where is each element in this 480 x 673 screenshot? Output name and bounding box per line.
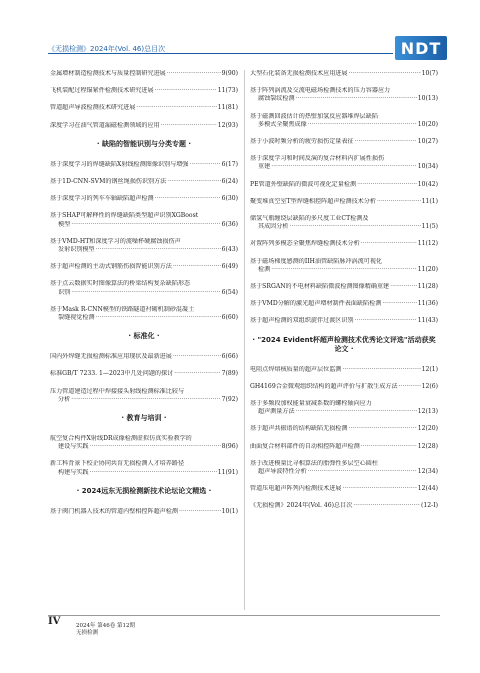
toc-entry-line: [250, 383, 438, 391]
toc-entry-title: 基于点云数据实时图像算法的桥梁结构复杂缺陷形态: [50, 280, 191, 288]
toc-entry-line: [250, 400, 438, 408]
toc-entry-line: [50, 104, 238, 112]
toc-entry-title: 基于深度学习的列车车轴缺陷超声检测: [50, 195, 154, 203]
toc-entry-page: 9(90): [221, 70, 238, 77]
toc-entry[interactable]: [250, 215, 438, 231]
toc-entry-page: 6(54): [221, 288, 238, 296]
toc-entry[interactable]: [250, 317, 438, 325]
leader-dots: [296, 95, 417, 103]
toc-entry[interactable]: [250, 283, 438, 291]
section-heading: · 缺陷的智能识别与分类专题 ·: [96, 139, 192, 148]
toc-entry[interactable]: [250, 181, 438, 189]
toc-entry[interactable]: [250, 198, 438, 206]
toc-entry-page: 12(13): [417, 408, 438, 416]
toc-entry-page: 7(92): [221, 395, 238, 403]
toc-entry-title: 识别: [58, 288, 71, 296]
toc-entry-page: (12-I): [421, 502, 438, 510]
toc-entry[interactable]: [50, 508, 238, 516]
toc-entry[interactable]: [250, 366, 438, 374]
toc-entry-title: 基于SRGAN的不电材料缺陷微波检测图像精确重建: [250, 283, 390, 291]
leader-dots: [355, 138, 417, 146]
toc-entry-title: 基于超声检测的双组织旋伴过渡区识别: [250, 317, 354, 325]
toc-entry-line: [250, 70, 438, 78]
toc-entry[interactable]: [50, 87, 238, 95]
toc-entry-title: 裂缝视觉检测: [58, 314, 95, 322]
toc-entry-line: [50, 443, 238, 451]
leader-dots: [342, 366, 420, 374]
toc-entry-title: 基于深度学习的焊缝缺陷X射线检测图像识别与增强: [50, 160, 189, 168]
toc-entry-title: 模型: [58, 220, 71, 228]
section-heading: · 2024远东无损检测新技术论坛论文精选 ·: [76, 486, 212, 495]
toc-entry-line: [50, 388, 238, 396]
toc-entry-page: 10(42): [417, 180, 438, 188]
leader-dots: [89, 469, 216, 477]
toc-entry-title: 基于超声检测的主动式钢筋伤损智能识别方法: [50, 263, 172, 271]
issue-line: 2024年 第46卷 第12期: [76, 623, 135, 629]
toc-entry-line: [50, 435, 238, 443]
leader-dots: [161, 122, 217, 130]
toc-entry-page: 12(1): [421, 365, 438, 373]
toc-entry-page: 10(7): [421, 70, 438, 77]
toc-entry[interactable]: [50, 370, 238, 378]
toc-entry-line: [250, 223, 438, 231]
toc-entry-page: 6(49): [221, 263, 238, 271]
leader-dots: [136, 104, 216, 112]
toc-entry-title: 管道超声导波检测技术研究进展: [50, 104, 136, 112]
toc-entry-line: [50, 289, 238, 297]
toc-entry-title: 基于Mask R-CNN模型的铁路隧道衬砌机制砂混凝土: [50, 305, 195, 313]
toc-entry-title: 基于磁场梯度感测的IIH油管缺陷脉冲涡流可视化: [250, 257, 383, 265]
toc-entry-title: 航空复合构件X射线DR成像检测虚拟仿真实验教学的: [50, 435, 192, 443]
section-heading: · "2024 Evident杯超声检测技术优秀论文评选"活动获奖论文 ·: [252, 335, 436, 353]
toc-entry-title: 其成因分析: [258, 223, 289, 231]
toc-entry-title: 大型石化装备无损检测技术应用进展: [250, 70, 348, 77]
leader-dots: [167, 178, 220, 186]
section-heading: · 标准化 ·: [128, 332, 160, 341]
toc-entry-title: GH4169合金微观组织结构的超声评价与扩散生成方法: [250, 382, 398, 390]
toc-entry-line: [250, 138, 438, 146]
toc-entry-page: 11(28): [417, 283, 438, 291]
toc-entry[interactable]: [250, 155, 438, 171]
toc-entry-title: 超声测量方法: [258, 408, 295, 416]
toc-entry-title: 对置阵列多模态全聚焦焊缝检测技术分析: [250, 240, 360, 248]
toc-entry-title: 基于小波时频分析的疲劳损伤定量表征: [250, 138, 354, 146]
toc-entry-line: [250, 113, 438, 121]
toc-entry-page: 6(30): [221, 195, 238, 203]
toc-entry-line: [250, 468, 438, 476]
toc-entry-page: 11(43): [417, 317, 438, 325]
toc-entry[interactable]: [50, 306, 238, 322]
toc-entry-page: 6(17): [221, 160, 238, 168]
toc-entry-line: [50, 70, 238, 78]
toc-entry-title: 基于VMD分解的激光超声增材制件表面缺陷检测: [250, 300, 382, 308]
toc-entry-line: [50, 508, 238, 516]
toc-entry-page: 12(28): [417, 442, 438, 450]
toc-entry-line: [50, 238, 238, 246]
leader-dots: [361, 240, 417, 248]
toc-entry-line: [250, 240, 438, 248]
toc-entry-page: 11(20): [417, 265, 438, 273]
toc-entry[interactable]: [50, 122, 238, 130]
leader-dots: [349, 425, 417, 433]
toc-entry-page: 7(89): [221, 370, 238, 378]
toc-entry-line: [50, 469, 238, 477]
toc-entry-line: [50, 353, 238, 361]
leader-dots: [296, 408, 417, 416]
toc-entry[interactable]: [50, 104, 238, 112]
toc-entry[interactable]: [250, 502, 438, 510]
toc-entry-line: [250, 163, 438, 171]
toc-entry-page: 12(44): [417, 485, 438, 493]
leader-dots: [308, 468, 417, 476]
toc-column-left: [50, 70, 238, 525]
toc-entry-title: 《无损检测》2024年(Vol. 46)总目次: [250, 502, 353, 510]
toc-entry-title: 基于多频段加权能量衰减系数的螺栓轴向应力: [250, 400, 372, 408]
toc-entry-title: 基于超声共振谱的结构缺陷无损检测: [250, 425, 348, 433]
leader-dots: [357, 181, 417, 189]
leader-dots: [271, 163, 417, 171]
toc-entry-page: 12(34): [417, 468, 438, 476]
toc-entry[interactable]: [50, 388, 238, 404]
toc-entry-title: 基于改进模量比寻相算法的胎弹性多层空心圆柱: [250, 459, 378, 467]
leader-dots: [355, 317, 417, 325]
toc-entry-line: [250, 155, 438, 163]
header-rule: [48, 53, 393, 54]
toc-entry-title: 基于阀门机器人技术的管道内壁相控阵超声检测: [50, 507, 178, 515]
footer-page-number: [48, 618, 60, 627]
toc-entry-line: [50, 460, 238, 468]
toc-entry-page: 6(60): [221, 314, 238, 322]
toc-entry-line: [250, 485, 438, 493]
toc-entry-line: [50, 161, 238, 169]
toc-entry-line: [50, 246, 238, 254]
toc-entry-title: 飞机装配过程锚紧件检测技术研究进展: [50, 87, 154, 95]
toc-entry[interactable]: [250, 113, 438, 129]
toc-entry-page: 12(93): [217, 121, 238, 129]
leader-dots: [179, 508, 221, 516]
toc-entry-line: [250, 317, 438, 325]
toc-entry-page: 11(12): [417, 240, 438, 248]
toc-entry-page: 11(36): [417, 300, 438, 308]
toc-entry[interactable]: [250, 258, 438, 274]
toc-entry[interactable]: [250, 443, 438, 451]
toc-entry-line: [250, 460, 438, 468]
toc-entry-page: 6(24): [221, 178, 238, 186]
toc-entry-line: [250, 425, 438, 433]
toc-entry-title: 管道压电超声阵列内检测技术进展: [250, 485, 342, 493]
leader-dots: [96, 314, 221, 322]
toc-entry[interactable]: [250, 383, 438, 391]
toc-entry[interactable]: [250, 300, 438, 308]
toc-entry-page: 10(20): [417, 120, 438, 128]
toc-entry[interactable]: [250, 400, 438, 416]
toc-entry-page: 6(43): [221, 246, 238, 254]
toc-entry-title: 深度学习在油气管道漏磁检测领域的应用: [50, 121, 160, 129]
toc-entry-title: 基于VMD-HT和深度学习的流噪杯硬腐蚀损伤声: [50, 237, 181, 245]
leader-dots: [71, 396, 220, 404]
toc-entry-line: [50, 396, 238, 404]
toc-entry-title: 检测: [258, 265, 271, 273]
leader-dots: [353, 502, 420, 510]
toc-entry-page: 10(13): [417, 95, 438, 103]
toc-entry-line: [250, 121, 438, 129]
toc-entry-title: 基于磁测回波估计的热壁加氢反应器堆焊层缺陷: [250, 112, 378, 120]
toc-entry[interactable]: [50, 212, 238, 228]
toc-entry[interactable]: [50, 263, 238, 271]
leader-dots: [155, 87, 217, 95]
toc-entry-line: [250, 87, 438, 95]
toc-entry-page: 11(91): [217, 468, 238, 476]
toc-entry-title: 基于1D-CNN-SVM的钢丝绳损伤识别方法: [50, 178, 167, 186]
toc-entry-line: [50, 221, 238, 229]
leader-dots: [382, 300, 416, 308]
toc-entry-line: [50, 370, 238, 378]
toc-entry-line: [50, 122, 238, 130]
toc-entry-page: 10(27): [417, 138, 438, 146]
toc-entry-page: 11(81): [217, 104, 238, 112]
toc-entry-title: 国内外焊缝无损检测标准应用现状及最新进展: [50, 353, 172, 361]
toc-column-right: [250, 70, 438, 520]
toc-entry-title: 超声导波特性分析: [258, 468, 307, 476]
toc-entry-title: 多模式全聚焦成像: [258, 120, 307, 128]
toc-entry-title: 建设与实践: [58, 443, 89, 451]
toc-entry[interactable]: [50, 280, 238, 296]
toc-entry-line: [50, 314, 238, 322]
leader-dots: [271, 266, 417, 274]
toc-entry[interactable]: [50, 460, 238, 476]
toc-entry-line: [250, 215, 438, 223]
leader-dots: [71, 289, 220, 297]
toc-entry[interactable]: [250, 425, 438, 433]
toc-entry[interactable]: [250, 138, 438, 146]
leader-dots: [174, 370, 220, 378]
toc-entry-page: 10(34): [417, 163, 438, 171]
toc-entry-line: [250, 300, 438, 308]
toc-entry[interactable]: [50, 178, 238, 186]
toc-entry-title: 基于SHAP可解释性的焊缝缺陷类型超声识别XGBoost: [50, 212, 199, 220]
leader-dots: [89, 443, 220, 451]
toc-entry-page: 10(1): [221, 507, 238, 515]
toc-entry-title: 基于阵列涡流及交流电磁场检测技术的压力容器应力: [250, 87, 391, 95]
toc-entry-page: 11(5): [421, 223, 438, 231]
toc-entry-title: 新工科背景下校企协同共育无损检测人才培养路径: [50, 460, 185, 468]
toc-entry-page: 12(20): [417, 425, 438, 433]
toc-entry-line: [250, 502, 438, 510]
leader-dots: [173, 263, 221, 271]
toc-entry-line: [50, 195, 238, 203]
toc-entry-title: 基于深度学习和时间反演的复合材料内扩展性损伤: [250, 155, 385, 163]
leader-dots: [167, 70, 221, 78]
running-title: 《无损检测》2024年(Vol. 46)总目次: [48, 45, 166, 53]
toc-entry-line: [50, 306, 238, 314]
leader-dots: [361, 443, 417, 451]
toc-entry-page: 12(6): [421, 382, 438, 390]
toc-entry[interactable]: [50, 435, 238, 451]
toc-entry-line: [50, 280, 238, 288]
toc-entry-line: [50, 87, 238, 95]
toc-entry-page: 11(73): [217, 87, 238, 95]
toc-entry-title: PE管道外壁缺陷的微波可视化定量检测: [250, 180, 357, 188]
section-heading: · 教育与培训 ·: [121, 414, 167, 423]
toc-entry-line: [250, 181, 438, 189]
leader-dots: [173, 353, 221, 361]
toc-entry-title: 压力管道建造过程中焊接接头射线检测标准比较与: [50, 387, 185, 395]
leader-dots: [308, 121, 417, 129]
toc-entry-title: 曲面复合材料部件的自动相控阵超声检测: [250, 442, 360, 450]
leader-dots: [71, 221, 220, 229]
toc-entry-line: [250, 198, 438, 206]
toc-entry-title: 腐蚀裂纹检测: [258, 95, 295, 103]
toc-entry-line: [50, 212, 238, 220]
toc-entry-line: [250, 408, 438, 416]
column-divider: [244, 70, 245, 610]
toc-entry-line: [50, 263, 238, 271]
footer-issue-info: [76, 623, 135, 637]
toc-entry-title: 构建与实践: [58, 468, 89, 476]
toc-entry[interactable]: [250, 87, 438, 103]
toc-entry[interactable]: [50, 70, 238, 78]
page-header: [0, 0, 480, 60]
page-roman-numeral: IV: [48, 616, 61, 627]
toc-entry-line: [250, 443, 438, 451]
toc-entry-title: 聚变堆真空室T型焊缝相控阵超声检测技术分析: [250, 197, 376, 205]
leader-dots: [289, 223, 420, 231]
toc-entry-title: 重建: [258, 163, 271, 171]
toc-entry-title: 储氢气瓶缠绕层缺陷的多尺度工业CT检测及: [250, 215, 369, 223]
toc-entry-line: [250, 258, 438, 266]
toc-entry-page: 8(96): [221, 443, 238, 451]
toc-entry[interactable]: [250, 240, 438, 248]
leader-dots: [349, 70, 421, 78]
toc-entry-line: [250, 366, 438, 374]
toc-entry-title: 电阻点焊熔核质量的超声层位监测: [250, 365, 342, 373]
toc-entry-title: 标准GB/T 7233. 1—2023中几处问题的探讨: [50, 370, 174, 378]
toc-entry-page: 6(36): [221, 220, 238, 228]
leader-dots: [399, 383, 421, 391]
footer-rule: [48, 615, 440, 616]
toc-entry[interactable]: [50, 238, 238, 254]
leader-dots: [342, 485, 416, 493]
ndt-logo: NDT: [395, 36, 447, 60]
leader-dots: [96, 246, 221, 254]
toc-entry-page: 11(1): [421, 197, 438, 205]
toc-entry-title: 金属增材制造检测技术与质量控制研究进展: [50, 70, 166, 77]
leader-dots: [390, 283, 417, 291]
toc-entry-line: [50, 178, 238, 186]
toc-entry-line: [250, 283, 438, 291]
leader-dots: [189, 161, 220, 169]
toc-entry-line: [250, 95, 438, 103]
toc-entry-page: 6(66): [221, 353, 238, 361]
toc-entry[interactable]: [50, 195, 238, 203]
toc-entry[interactable]: [250, 485, 438, 493]
toc-entry[interactable]: [250, 460, 438, 476]
leader-dots: [377, 198, 421, 206]
journal-name: 无损检测: [76, 630, 99, 636]
toc-entry[interactable]: [50, 161, 238, 169]
toc-entry-line: [250, 266, 438, 274]
toc-entry-title: 发射识别模型: [58, 246, 95, 254]
toc-entry[interactable]: [250, 70, 438, 78]
leader-dots: [155, 195, 221, 203]
toc-entry-title: 分析: [58, 395, 71, 403]
toc-entry[interactable]: [50, 353, 238, 361]
